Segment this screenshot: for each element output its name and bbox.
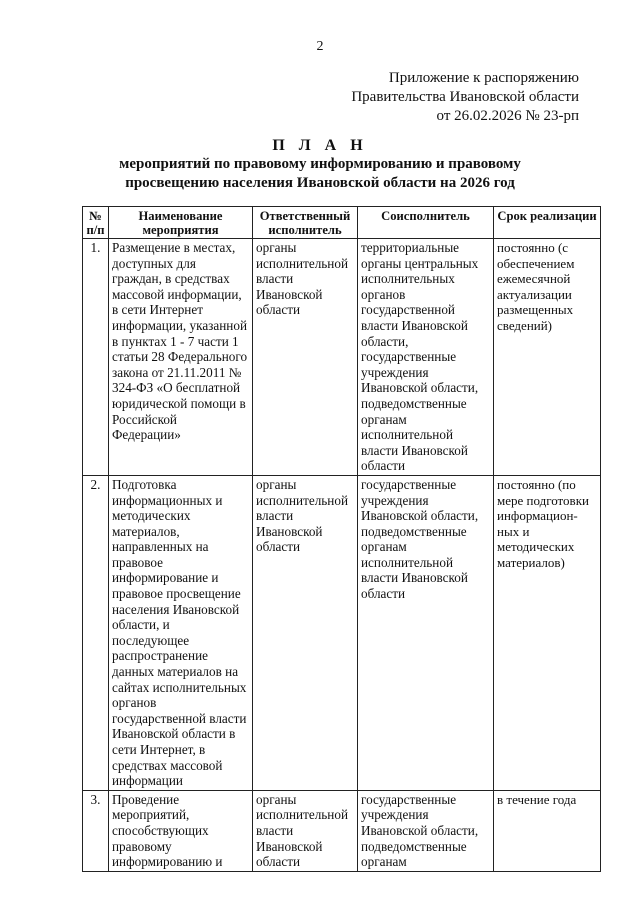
header-responsible: Ответственный исполнитель (253, 207, 358, 239)
row-num: 2. (83, 475, 109, 790)
header-term: Срок реализации (494, 207, 601, 239)
row-num: 1. (83, 239, 109, 476)
row-coexecutor: государственные учреждения Ивановской области, подведомственные органам исполнительной власти Ивановской области (358, 475, 494, 790)
plan-title: П Л А Н (272, 137, 368, 154)
table-row (83, 239, 601, 476)
row-name: Проведение мероприятий, способствующих правовому информированию и (109, 790, 253, 871)
row-term: постоянно (с обеспечением ежемесячной актуализации размещенных сведений) (494, 239, 601, 476)
plan-subtitle-line-2: просвещению населения Ивановской области на 2026 год (125, 175, 515, 191)
row-name: Подготовка информационных и методических материалов, направленных на правовое информирование и правовое просвещение населения Ивановской области, и последующее распространение данных материалов на сайтах исполнительных органов государственной власти Ивановской области в сети Интернет, в средствах массовой информации (109, 475, 253, 790)
row-term: в течение года (494, 790, 601, 871)
plan-subtitle (0, 155, 640, 193)
plan-subtitle-line-1: мероприятий по правовому информированию и правовому (119, 156, 521, 172)
appendix-line-1: Приложение к распоряжению (388, 70, 579, 86)
row-coexecutor: государственные учреждения Ивановской области, подведомственные органам (358, 790, 494, 871)
table-row (83, 790, 601, 871)
header-num: № п/п (83, 207, 109, 239)
page-number: 2 (316, 39, 324, 54)
appendix-line-3: от 26.02.2026 № 23-рп (436, 108, 579, 124)
header-name: Наименование мероприятия (109, 207, 253, 239)
header-coexecutor: Соисполнитель (358, 207, 494, 239)
appendix-line-2: Правительства Ивановской области (351, 89, 579, 105)
row-term: постоянно (по мере подготовки информацион-ных и методических материалов) (494, 475, 601, 790)
row-coexecutor: территориальные органы центральных исполнительных органов государственной власти Ивановской области, государственные учреждения Ивановской области, подведомственные органам исполнительной власти Ивановской области (358, 239, 494, 476)
row-responsible: органы исполнительной власти Ивановской области (253, 790, 358, 871)
row-responsible: органы исполнительной власти Ивановской области (253, 239, 358, 476)
appendix-block (351, 69, 579, 126)
table-header-row (83, 207, 601, 239)
row-name: Размещение в местах, доступных для граждан, в средствах массовой информации, в сети Интернет информации, указанной в пунктах 1 - 7 части 1 статьи 28 Федерального закона от 21.11.2011 № 324-ФЗ «О бесплатной юридической помощи в Российской Федерации» (109, 239, 253, 476)
plan-table (82, 206, 601, 872)
row-num: 3. (83, 790, 109, 871)
row-responsible: органы исполнительной власти Ивановской области (253, 475, 358, 790)
table-row (83, 475, 601, 790)
